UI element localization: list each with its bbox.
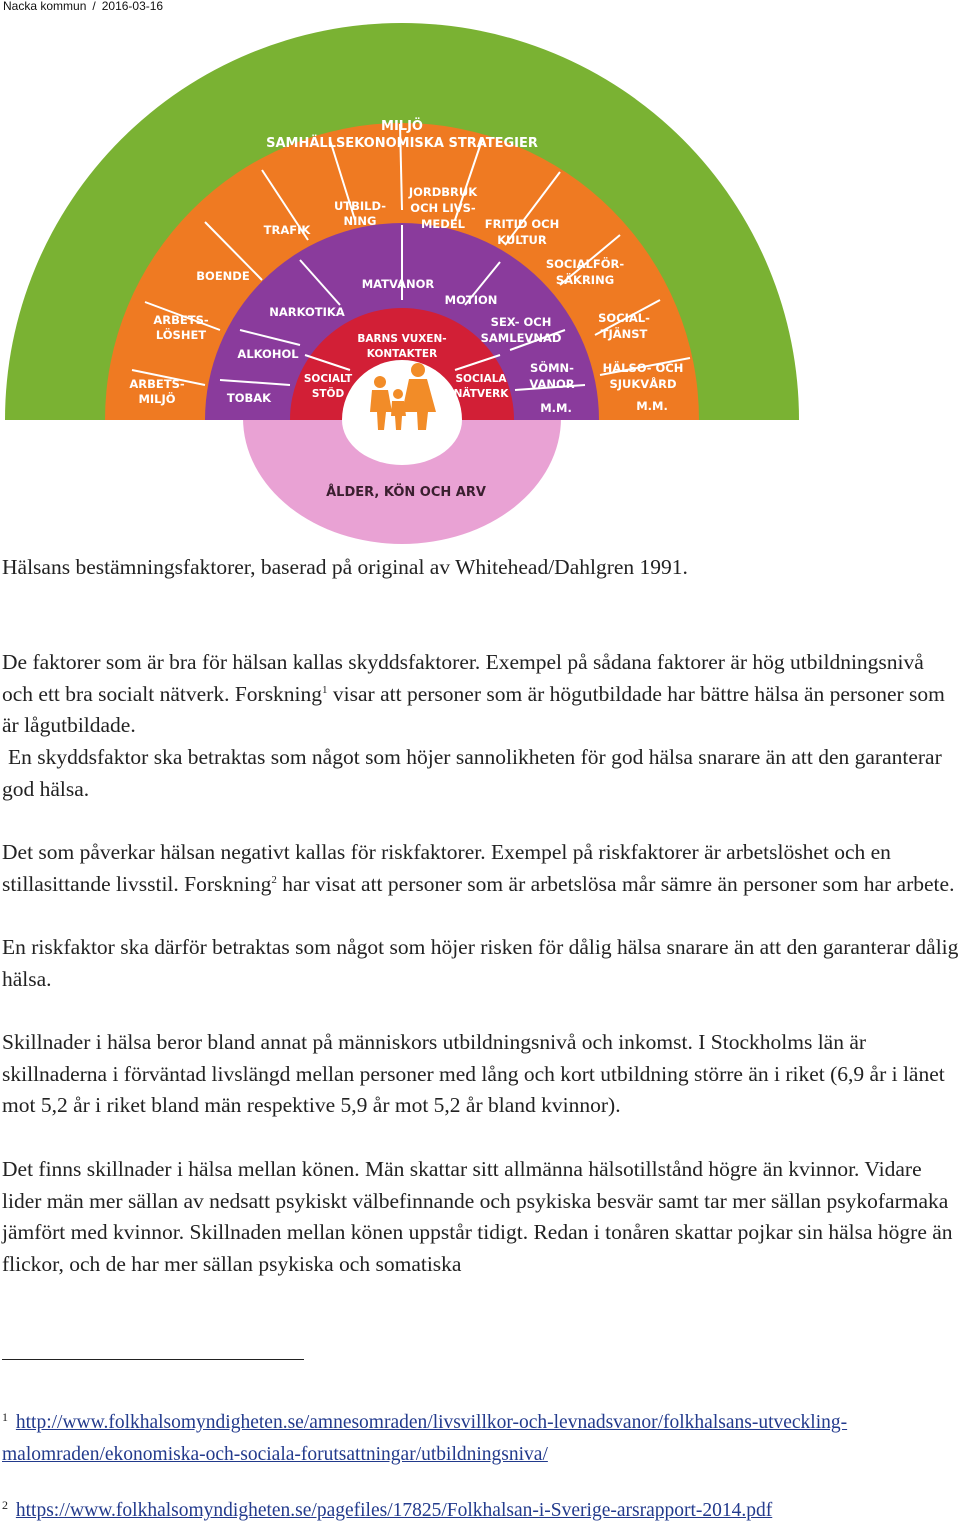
paragraph-protective-definition: En skyddsfaktor ska betraktas som något som höjer sannolikheten för god hälsa snarare än att den garanterar god hälsa. <box>2 745 942 801</box>
label-healthcare: HÄLSO- OCH <box>602 361 684 375</box>
label-exercise: MOTION <box>444 293 498 307</box>
paragraph-risk-definition: En riskfaktor ska därför betraktas som något som höjer risken för dålig hälsa snarare än att den garanterar dålig hälsa. <box>2 935 959 991</box>
paragraph-gender-differences: Det finns skillnader i hälsa mellan könen. Män skattar sitt allmänna hälsotillstånd högre än kvinnor. Vidare lider män mer sällan av nedsatt psykiskt välbefinnande och psykiska besvär samt tar mer sällan psykofarmaka jämfört med kvinnor. Skillnaden mellan könen uppstår tidigt. Redan i tonåren skattar pojkar sin hälsa högre än flickor, och de har mer sällan psykiska och somatiska <box>2 1157 953 1277</box>
footnote-divider <box>2 1359 304 1360</box>
paragraph-risk-factors <box>2 837 960 900</box>
label-etc-orange: M.M. <box>636 399 668 413</box>
label-social-support-2: STÖD <box>311 388 345 400</box>
footnote-ref-1[interactable]: 1 <box>322 683 328 696</box>
label-education-2: NING <box>343 214 377 228</box>
label-traffic: TRAFIK <box>263 223 311 237</box>
health-determinants-diagram <box>0 0 960 550</box>
label-sexual-life-2: SAMLEVNAD <box>480 331 562 345</box>
text: De faktorer som är bra för hälsan kallas skyddsfaktorer. Exempel på sådana faktorer är hög utbildningsnivå och ett bra socialt nätverk. Forskning <box>2 650 924 706</box>
label-alcohol: ALKOHOL <box>237 347 299 361</box>
label-social-services: SOCIAL- <box>598 311 650 325</box>
footnote-number: 1 <box>2 1409 8 1424</box>
footnote-1 <box>2 1407 952 1471</box>
label-narcotics: NARKOTIKA <box>269 305 345 319</box>
paragraph-protective-factors <box>2 647 960 742</box>
label-adult-contacts-2: KONTAKTER <box>366 348 438 360</box>
footnote-2 <box>2 1495 952 1527</box>
label-unemployment: ARBETS- <box>153 313 209 327</box>
label-work-environment-2: MILJÖ <box>138 392 176 406</box>
header-organization: Nacka kommun <box>3 0 87 13</box>
label-agriculture-2: OCH LIVS- <box>410 201 476 215</box>
label-etc-purple: M.M. <box>540 401 572 415</box>
footnote-link[interactable]: http://www.folkhalsomyndigheten.se/amnesomraden/livsvillkor-och-levnadsvanor/folkhalsans-utveckling-malomraden/ekonomiska-och-sociala-forutsattningar/utbildningsniva/ <box>2 1412 848 1465</box>
label-education: UTBILD- <box>333 199 387 213</box>
label-sleep-2: VANOR <box>529 377 575 391</box>
label-leisure-2: KULTUR <box>497 233 547 247</box>
label-social-insurance: SOCIALFÖR- <box>545 257 625 271</box>
label-environment: MILJÖ <box>381 119 423 134</box>
footnote-number: 2 <box>2 1497 8 1512</box>
label-age-sex-heredity: ÅLDER, KÖN OCH ARV <box>326 485 486 500</box>
label-healthcare-2: SJUKVÅRD <box>609 377 677 391</box>
label-sleep: SÖMN- <box>530 361 574 375</box>
header-separator: / <box>92 0 96 13</box>
label-socioeconomic-strategies: SAMHÄLLSEKONOMISKA STRATEGIER <box>266 136 538 151</box>
text: visar att personer som är högutbildade har bättre hälsa än personer som är lågutbildade. <box>2 681 945 738</box>
label-housing: BOENDE <box>196 269 250 283</box>
text: har visat att personer som är arbetslösa mår sämre än personer som har arbete. <box>276 871 955 896</box>
label-social-insurance-2: SÄKRING <box>555 273 615 287</box>
label-sexual-life: SEX- OCH <box>490 315 552 329</box>
figure-caption: Hälsans bestämningsfaktorer, baserad på original av Whitehead/Dahlgren 1991. <box>2 555 688 579</box>
label-social-networks: SOCIALA <box>455 373 507 385</box>
label-adult-contacts: BARNS VUXEN- <box>357 333 447 345</box>
footnote-ref-2[interactable]: 2 <box>271 873 277 886</box>
label-agriculture-3: MEDEL <box>420 217 466 231</box>
paragraph-education-differences: Skillnader i hälsa beror bland annat på människors utbildningsnivå och inkomst. I Stockholms län är skillnaderna i förväntad livslängd mellan personer med lång och kort utbildning större än i riket (6,9 år i länet mot 5,2 år i riket bland män respektive 5,9 år mot 5,2 år bland kvinnor). <box>2 1030 945 1118</box>
label-unemployment-2: LÖSHET <box>155 328 207 342</box>
label-agriculture: JORDBRUK <box>408 185 478 199</box>
label-social-support: SOCIALT <box>303 373 353 385</box>
footnote-link[interactable]: https://www.folkhalsomyndigheten.se/pagefiles/17825/Folkhalsan-i-Sverige-arsrapport-2014.pdf <box>15 1500 773 1521</box>
header-date: 2016-03-16 <box>101 0 164 13</box>
label-diet: MATVANOR <box>361 277 435 291</box>
label-social-services-2: TJÄNST <box>600 327 648 341</box>
label-social-networks-2: NÄTVERK <box>453 388 509 400</box>
label-leisure: FRITID OCH <box>484 217 560 231</box>
text: Det som påverkar hälsan negativt kallas för riskfaktorer. Exempel på riskfaktorer är arbetslöshet och en stillasittande livsstil. Forskning <box>2 840 891 896</box>
label-tobacco: TOBAK <box>226 391 272 405</box>
label-work-environment: ARBETS- <box>129 377 185 391</box>
